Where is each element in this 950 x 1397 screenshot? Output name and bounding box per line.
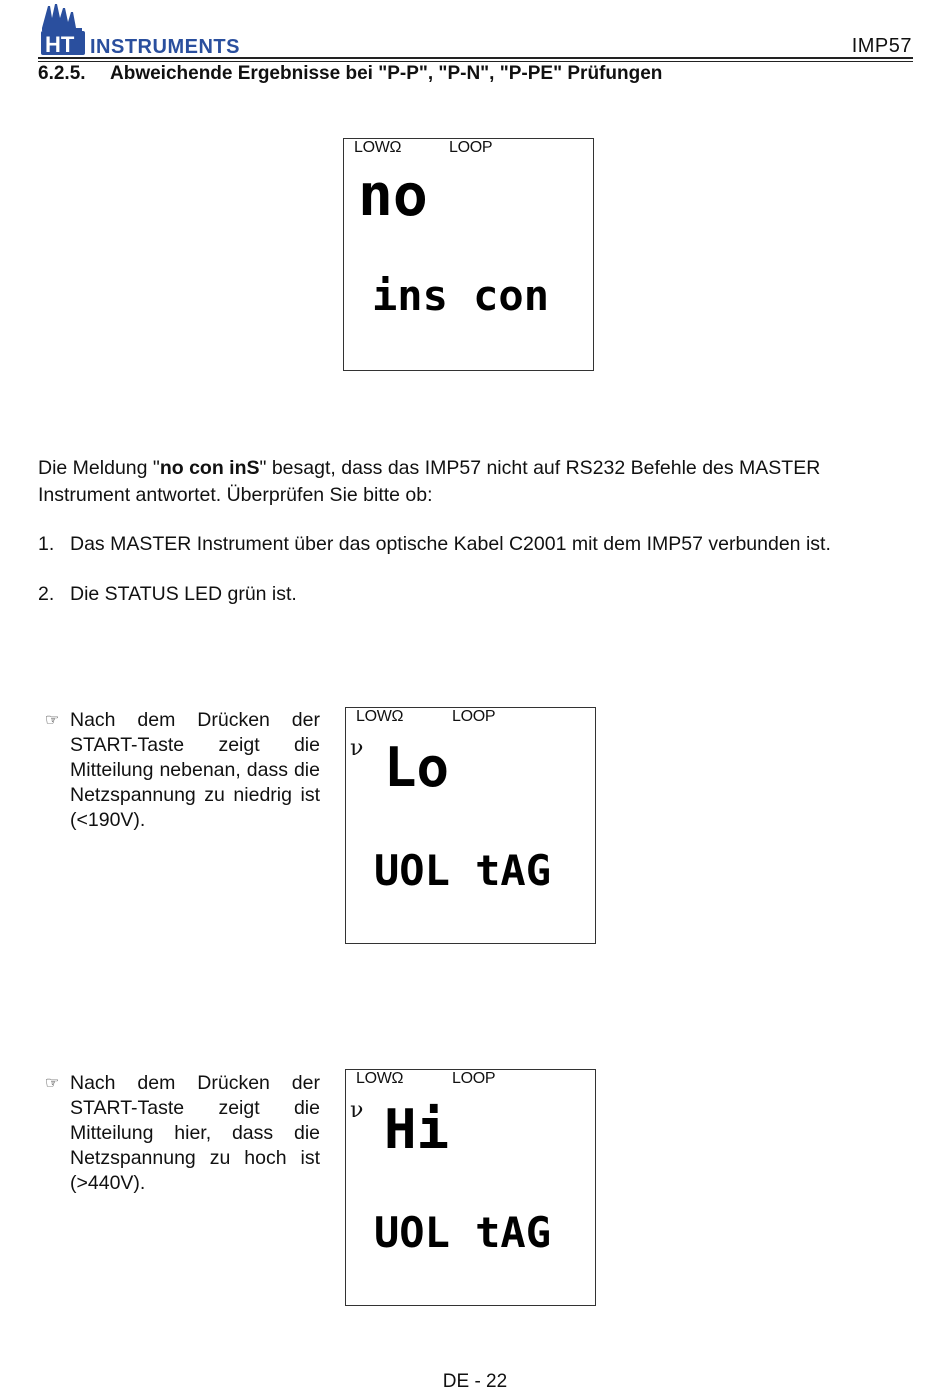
lcd-display-high-voltage [345,1069,596,1306]
lcd-line-2: UOL tAG [374,846,552,895]
lcd-label-low-ohm: LOWΩ [354,139,402,156]
lcd-line-2: ins con [372,271,550,320]
list-item-number: 1. [38,533,55,555]
lcd-label-low-ohm: LOWΩ [356,708,404,725]
pointing-hand-icon: ☞ [45,712,60,729]
lcd-line-1: Lo [384,736,450,799]
section-title: Abweichende Ergebnisse bei "P-P", "P-N", "P-PE" Prüfungen [110,63,663,84]
lcd-label-low-ohm: LOWΩ [356,1070,404,1087]
lcd-label-loop: LOOP [452,708,496,725]
lcd-voltage-symbol: ν [350,736,364,761]
pointing-hand-icon: ☞ [45,1075,60,1092]
ht-instruments-logo [38,0,258,56]
lcd-line-1: no [358,161,428,229]
lcd-line-2: UOL tAG [374,1208,552,1257]
section-number: 6.2.5. [38,63,86,84]
list-item [38,532,913,582]
paragraph-lead: Die Meldung " [38,457,160,479]
lcd-display-low-voltage [345,707,596,944]
check-list [38,532,913,607]
lcd-display-no-connection [343,138,594,371]
logo-brand-text: INSTRUMENTS [90,36,240,56]
note-low-voltage: Nach dem Drücken der START-Taste zeigt die Mitteilung nebenan, dass die Netzspannung zu niedrig ist (<190V). [70,709,320,831]
paragraph-tail: " besagt, dass das IMP57 nicht auf RS232 Befehle des MASTER Instrument antwortet. Überprüfen Sie bitte ob: [38,457,821,506]
lcd-label-loop: LOOP [449,139,493,156]
logo-graphic [38,0,258,56]
list-item-text: Die STATUS LED grün ist. [70,583,297,605]
list-item-text: Das MASTER Instrument über das optische Kabel C2001 mit dem IMP57 verbunden ist. [70,533,831,555]
lcd-voltage-symbol: ν [350,1098,364,1123]
list-item-number: 2. [38,583,55,605]
lcd-line-1: Hi [384,1098,450,1161]
page-number: DE - 22 [442,1371,508,1392]
description-paragraph [38,455,913,509]
logo-mark-text: HT [45,32,75,56]
note-high-voltage: Nach dem Drücken der START-Taste zeigt die Mitteilung hier, dass die Netzspannung zu hoch ist (>440V). [70,1072,320,1194]
lcd-label-loop: LOOP [452,1070,496,1087]
paragraph-emphasis: no con inS [159,457,260,479]
model-name: IMP57 [851,35,912,57]
header-rule [38,57,913,62]
list-item [38,582,913,607]
section-heading [38,63,662,85]
